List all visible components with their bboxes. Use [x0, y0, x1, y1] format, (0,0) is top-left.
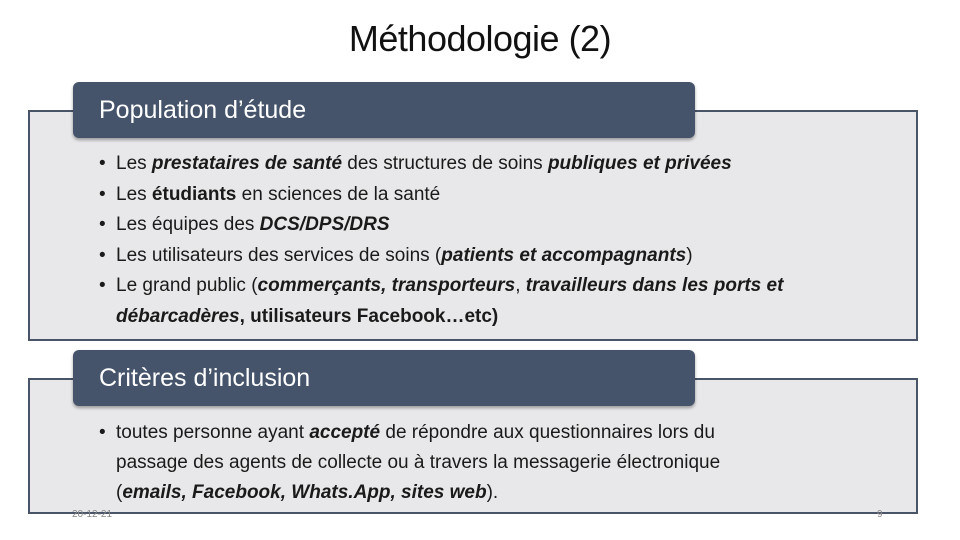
text-run: ).: [486, 482, 499, 503]
text-run: toutes personne ayant: [116, 422, 310, 443]
text-run: de répondre aux questionnaires lors du: [380, 422, 715, 443]
list-item: [99, 418, 889, 448]
bullet-icon: •: [99, 153, 106, 174]
text-run: commerçants, transporteurs: [257, 275, 516, 296]
text-run: Le grand public (: [116, 275, 258, 296]
list-item-continuation: [99, 478, 889, 508]
text-run: Les équipes des: [116, 214, 260, 235]
text-run: Les: [116, 183, 152, 205]
text-run: des structures de soins: [342, 153, 548, 174]
list-item: [99, 241, 889, 272]
text-run: accepté: [309, 422, 381, 443]
list-item: [99, 149, 889, 180]
text-run: patients et accompagnants: [441, 244, 687, 266]
list-item: [99, 271, 889, 302]
bullet-icon: •: [99, 214, 106, 235]
text-run: , utilisateurs Facebook…etc): [239, 305, 499, 327]
text-run: emails, Facebook, Whats.App, sites web: [122, 482, 487, 503]
footer-date: 20-12-21: [72, 509, 113, 520]
inclusion-list: [99, 418, 889, 508]
page-number: 9: [877, 509, 883, 520]
list-item: [99, 210, 889, 241]
text-run: Les: [116, 153, 152, 174]
text-run: prestataires de santé: [151, 153, 343, 174]
text-run: étudiants: [151, 183, 237, 205]
text-run: passage des agents de collecte ou à travers la messagerie électronique: [116, 452, 721, 473]
text-run: (: [116, 482, 123, 503]
text-run: Les utilisateurs des services de soins (: [116, 244, 442, 266]
text-run: DCS/DPS/DRS: [259, 214, 390, 235]
bullet-icon: •: [99, 275, 106, 296]
inclusion-header: Critères d’inclusion: [73, 350, 695, 406]
text-run: en sciences de la santé: [236, 183, 441, 205]
bullet-icon: •: [99, 183, 106, 205]
text-run: débarcadères: [116, 305, 240, 327]
bullet-icon: •: [99, 244, 106, 266]
list-item-continuation: [99, 302, 889, 333]
slide-title: Méthodologie (2): [348, 18, 612, 59]
text-run: ): [686, 244, 693, 266]
bullet-icon: •: [99, 422, 106, 443]
text-run: publiques et privées: [547, 153, 732, 174]
text-run: travailleurs dans les ports et: [525, 275, 784, 296]
list-item-continuation: [99, 448, 889, 478]
population-list: [99, 149, 889, 332]
population-header: Population d’étude: [73, 82, 695, 138]
text-run: ,: [515, 275, 526, 296]
list-item: [99, 180, 889, 211]
